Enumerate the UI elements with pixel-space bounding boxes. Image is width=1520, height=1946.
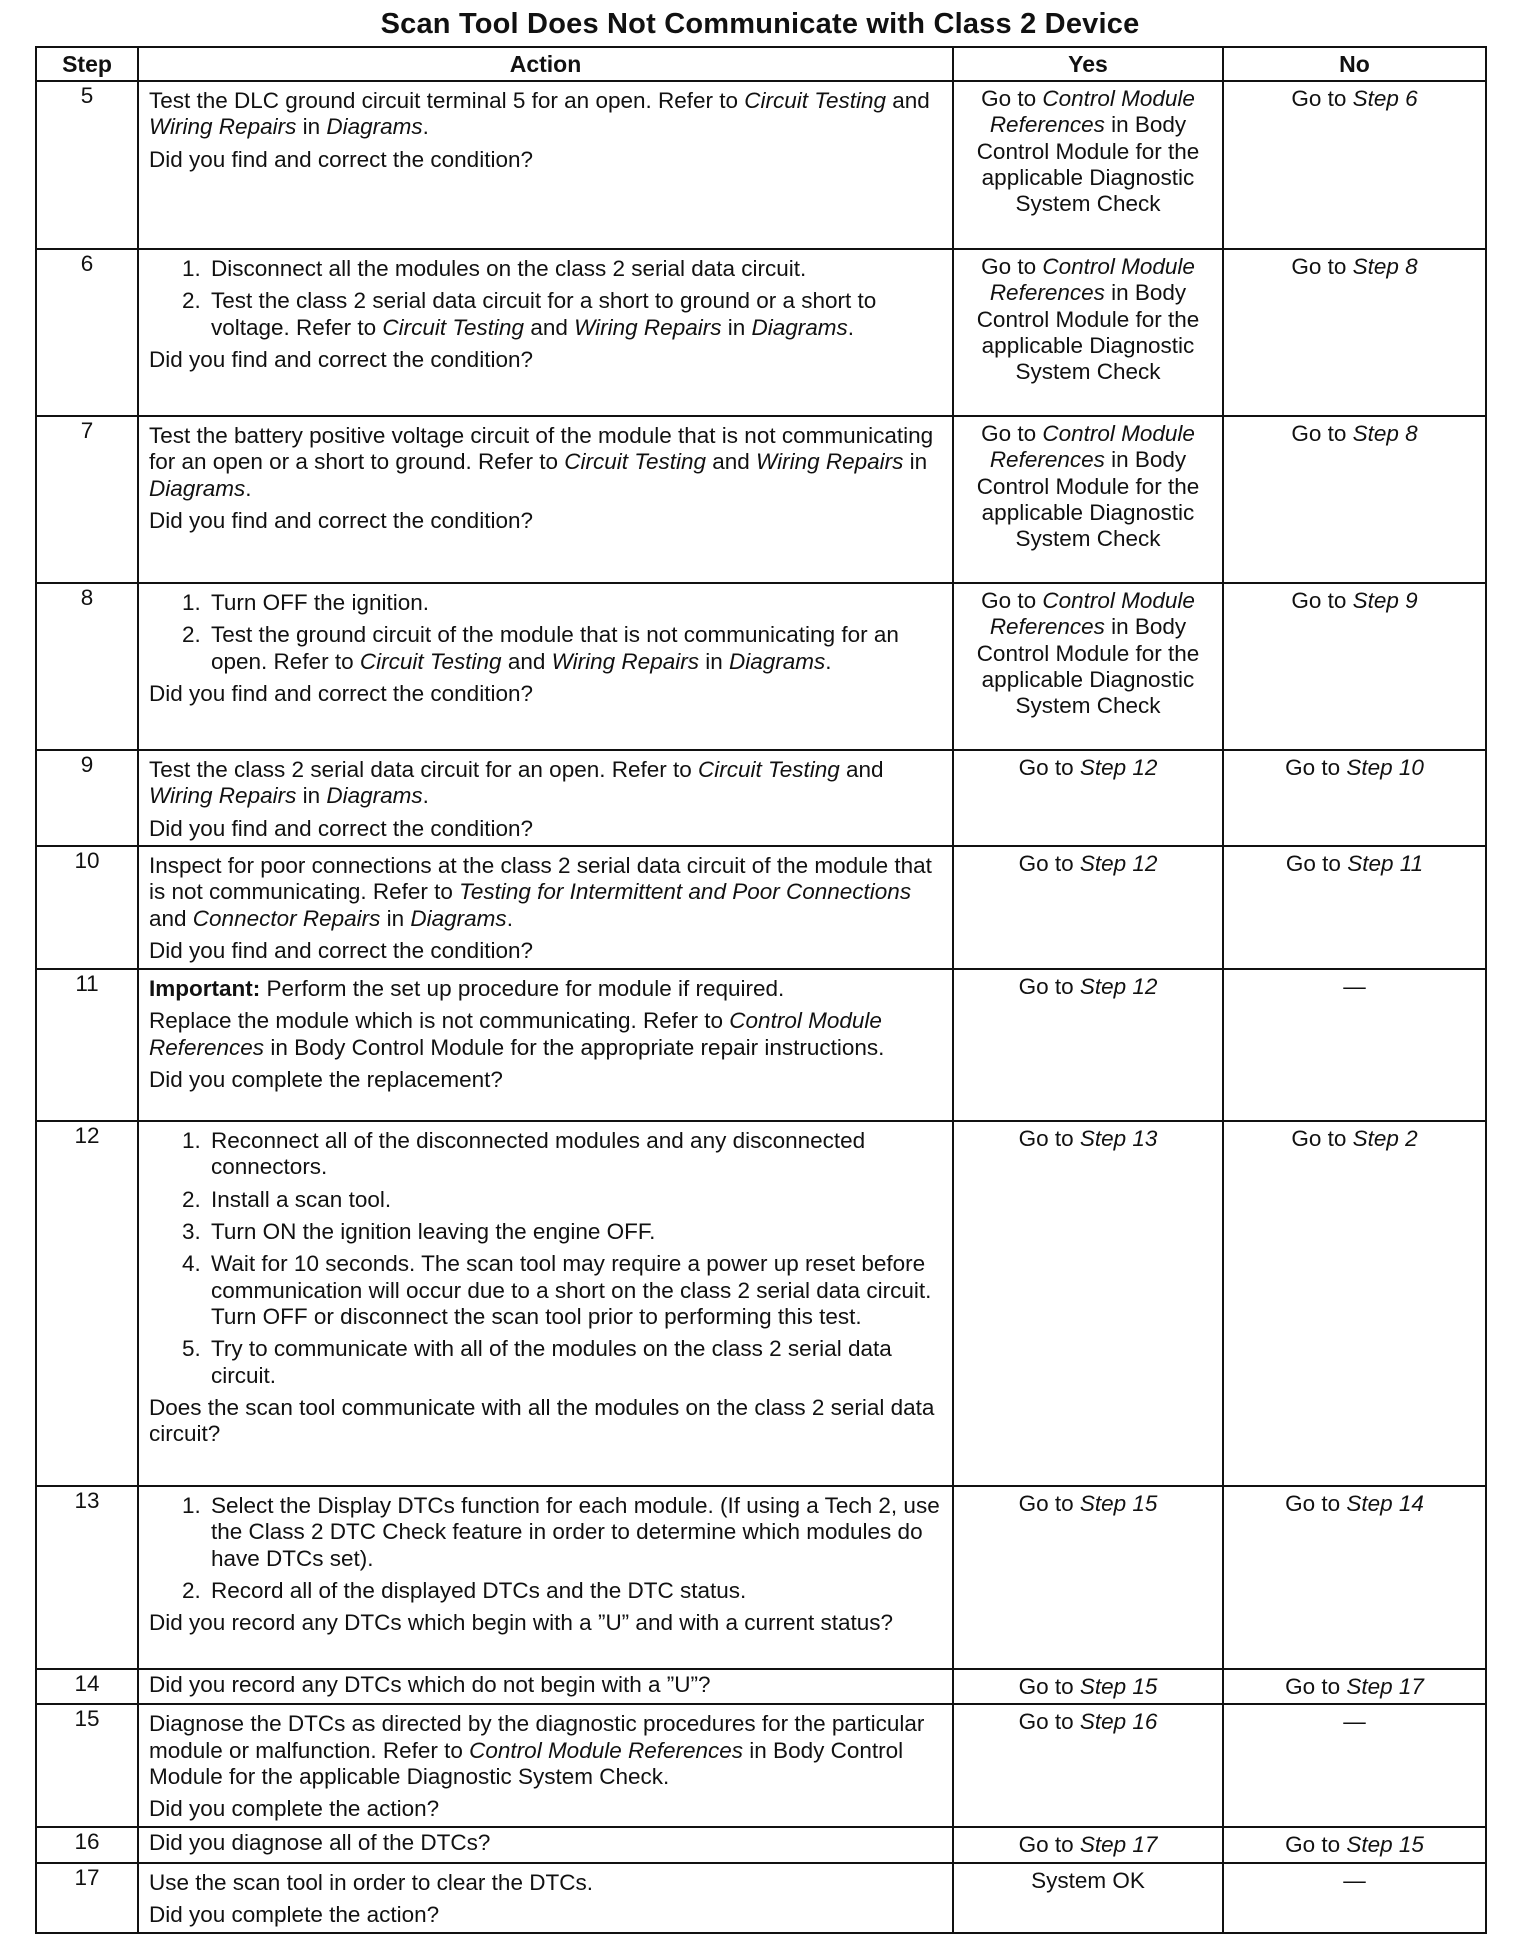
no-cell: — — [1223, 1863, 1486, 1933]
step-number: 8 — [36, 583, 138, 750]
action-question: Did you diagnose all of the DTCs? — [149, 1830, 491, 1856]
action-question: Did you find and correct the condition? — [149, 507, 533, 533]
list-item: 4. Wait for 10 seconds. The scan tool may require a power up reset before communication will occur due to a short on the class 2 serial data circuit. Turn OFF or disconnect the scan tool prior to performing this test. — [207, 1251, 944, 1330]
action-text: Diagnose the DTCs as directed by the diagnostic procedures for the particular module or malfunction. Refer to Control Module References in Body Control Module for the applicable Diagnostic System Check. — [149, 1711, 925, 1789]
yes-cell: Go to Control Module References in Body Control Module for the applicable Diagnostic System Check — [953, 249, 1223, 416]
action-text: Inspect for poor connections at the class 2 serial data circuit of the module that is not communicating. Refer to Testing for Intermittent and Poor Connections and Connector Repairs in Diagrams. — [149, 853, 932, 931]
step-number: 16 — [36, 1827, 138, 1862]
action-question: Did you find and correct the condition? — [149, 815, 533, 841]
action-cell — [138, 1669, 953, 1704]
list-item: 3. Turn ON the ignition leaving the engine OFF. — [207, 1219, 944, 1245]
list-item: 2. Record all of the displayed DTCs and the DTC status. — [207, 1578, 944, 1604]
list-item: 2. Install a scan tool. — [207, 1187, 944, 1213]
no-cell: Go to Step 10 — [1223, 750, 1486, 846]
action-question: Did you record any DTCs which do not begin with a ”U”? — [149, 1672, 711, 1697]
table-row — [36, 1486, 1486, 1669]
yes-cell: Go to Step 17 — [953, 1827, 1223, 1862]
action-list — [149, 1493, 944, 1604]
table-row — [36, 81, 1486, 249]
header-step: Step — [36, 47, 138, 81]
action-cell — [138, 1121, 953, 1486]
yes-cell: Go to Step 12 — [953, 750, 1223, 846]
no-cell: Go to Step 14 — [1223, 1486, 1486, 1669]
no-cell: Go to Step 2 — [1223, 1121, 1486, 1486]
action-cell — [138, 1704, 953, 1827]
step-number: 12 — [36, 1121, 138, 1486]
step-number: 15 — [36, 1704, 138, 1827]
action-question: Did you find and correct the condition? — [149, 680, 533, 706]
no-cell: Go to Step 6 — [1223, 81, 1486, 249]
action-question: Did you complete the action? — [149, 1901, 440, 1927]
yes-cell: Go to Step 15 — [953, 1486, 1223, 1669]
table-row — [36, 583, 1486, 750]
action-text: Test the battery positive voltage circuit of the module that is not communicating for an open or a short to ground. Refer to Circuit Testing and Wiring Repairs in Diagrams. — [149, 423, 934, 501]
action-text: Replace the module which is not communicating. Refer to Control Module References in Body Control Module for the appropriate repair instructions. — [149, 1008, 885, 1060]
action-cell — [138, 750, 953, 846]
yes-cell: Go to Step 13 — [953, 1121, 1223, 1486]
no-cell: — — [1223, 1704, 1486, 1827]
header-yes: Yes — [953, 47, 1223, 81]
yes-cell: System OK — [953, 1863, 1223, 1933]
step-number: 7 — [36, 416, 138, 583]
list-item: 1. Turn OFF the ignition. — [207, 590, 944, 616]
action-question: Did you find and correct the condition? — [149, 346, 533, 372]
table-row — [36, 846, 1486, 969]
step-number: 11 — [36, 969, 138, 1121]
table-row — [36, 416, 1486, 583]
header-action: Action — [138, 47, 953, 81]
action-question: Did you record any DTCs which begin with a ”U” and with a current status? — [149, 1610, 894, 1636]
yes-cell: Go to Step 16 — [953, 1704, 1223, 1827]
list-item: 1. Select the Display DTCs function for each module. (If using a Tech 2, use the Class 2 DTC Check feature in order to determine which modules do have DTCs set). — [207, 1493, 944, 1572]
header-no: No — [1223, 47, 1486, 81]
action-cell — [138, 1827, 953, 1862]
page-title: Scan Tool Does Not Communicate with Class 2 Device — [380, 8, 1140, 40]
list-item: 1. Disconnect all the modules on the class 2 serial data circuit. — [207, 256, 944, 282]
no-cell: Go to Step 9 — [1223, 583, 1486, 750]
table-row — [36, 1704, 1486, 1827]
yes-cell: Go to Step 15 — [953, 1669, 1223, 1704]
action-cell — [138, 846, 953, 969]
action-cell — [138, 416, 953, 583]
no-cell: Go to Step 8 — [1223, 416, 1486, 583]
action-question: Does the scan tool communicate with all the modules on the class 2 serial data circuit? — [149, 1394, 935, 1447]
no-cell: Go to Step 15 — [1223, 1827, 1486, 1862]
step-number: 13 — [36, 1486, 138, 1669]
action-cell — [138, 1486, 953, 1669]
table-row — [36, 969, 1486, 1121]
action-list — [149, 256, 944, 341]
no-cell: Go to Step 17 — [1223, 1669, 1486, 1704]
diagnostic-table — [35, 46, 1487, 1934]
table-row — [36, 1669, 1486, 1704]
step-number: 14 — [36, 1669, 138, 1704]
yes-cell: Go to Step 12 — [953, 846, 1223, 969]
table-header-row — [36, 47, 1486, 81]
table-row — [36, 249, 1486, 416]
no-cell: — — [1223, 969, 1486, 1121]
table-row — [36, 750, 1486, 846]
list-item: 2. Test the class 2 serial data circuit for a short to ground or a short to voltage. Refer to Circuit Testing and Wiring Repairs in Diagrams. — [207, 288, 944, 341]
action-cell — [138, 81, 953, 249]
no-cell: Go to Step 8 — [1223, 249, 1486, 416]
step-number: 6 — [36, 249, 138, 416]
action-cell — [138, 1863, 953, 1933]
yes-cell: Go to Step 12 — [953, 969, 1223, 1121]
step-number: 10 — [36, 846, 138, 969]
step-number: 5 — [36, 81, 138, 249]
step-number: 9 — [36, 750, 138, 846]
no-cell: Go to Step 11 — [1223, 846, 1486, 969]
action-text: Test the DLC ground circuit terminal 5 for an open. Refer to Circuit Testing and Wiring Repairs in Diagrams. — [149, 88, 930, 140]
action-question: Did you find and correct the condition? — [149, 146, 533, 172]
important-note: Important: Perform the set up procedure for module if required. — [149, 976, 785, 1001]
action-list — [149, 1128, 944, 1389]
list-item: 1. Reconnect all of the disconnected modules and any disconnected connectors. — [207, 1128, 944, 1181]
table-row — [36, 1827, 1486, 1862]
yes-cell: Go to Control Module References in Body Control Module for the applicable Diagnostic System Check — [953, 81, 1223, 249]
action-text: Test the class 2 serial data circuit for an open. Refer to Circuit Testing and Wiring Repairs in Diagrams. — [149, 757, 884, 809]
list-item: 5. Try to communicate with all of the modules on the class 2 serial data circuit. — [207, 1336, 944, 1389]
action-list — [149, 590, 944, 675]
action-cell — [138, 969, 953, 1121]
action-question: Did you find and correct the condition? — [149, 937, 533, 963]
step-number: 17 — [36, 1863, 138, 1933]
action-text: Use the scan tool in order to clear the DTCs. — [149, 1869, 593, 1895]
action-cell — [138, 249, 953, 416]
action-cell — [138, 583, 953, 750]
list-item: 2. Test the ground circuit of the module that is not communicating for an open. Refer to Circuit Testing and Wiring Repairs in Diagrams. — [207, 622, 944, 675]
yes-cell: Go to Control Module References in Body Control Module for the applicable Diagnostic System Check — [953, 583, 1223, 750]
action-question: Did you complete the action? — [149, 1796, 440, 1822]
yes-cell: Go to Control Module References in Body Control Module for the applicable Diagnostic System Check — [953, 416, 1223, 583]
table-row — [36, 1121, 1486, 1486]
table-row — [36, 1863, 1486, 1933]
action-question: Did you complete the replacement? — [149, 1066, 503, 1092]
